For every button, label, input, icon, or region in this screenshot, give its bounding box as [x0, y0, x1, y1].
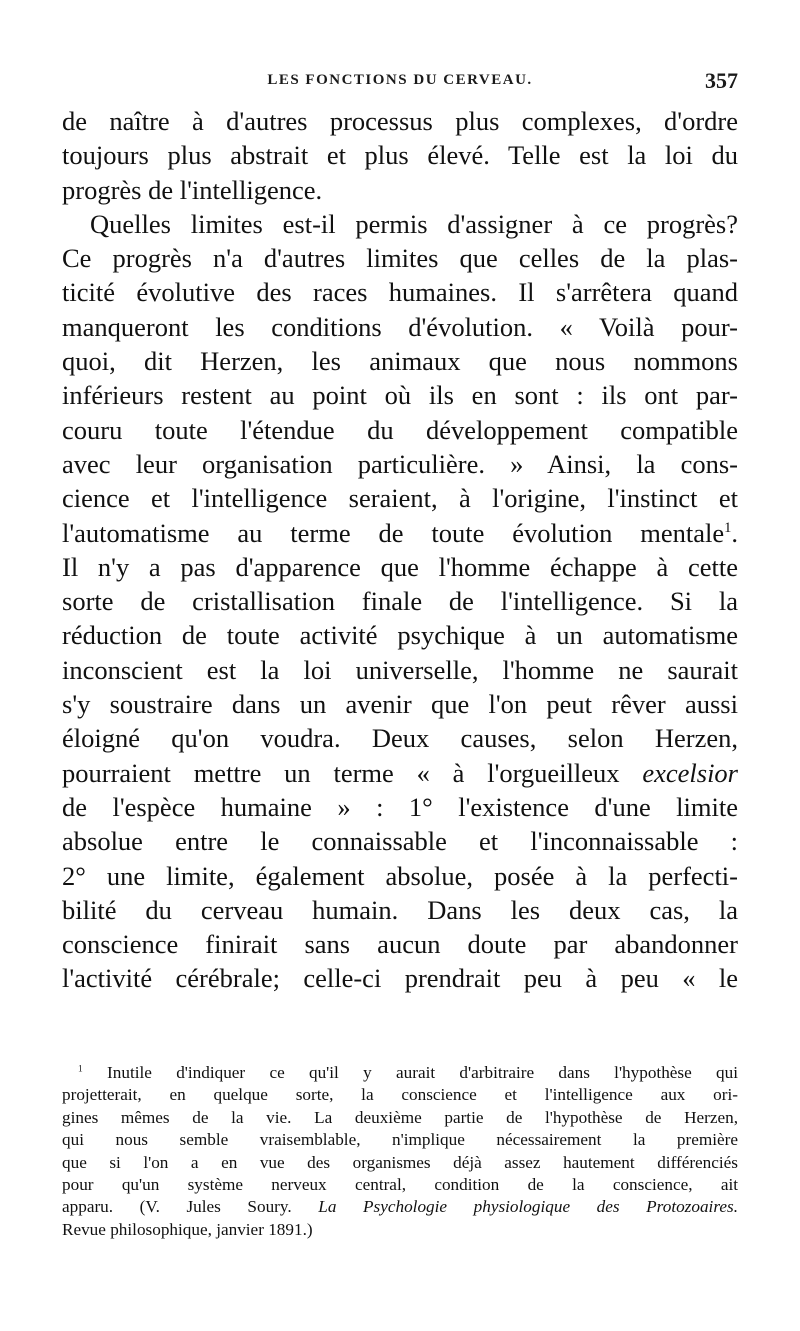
text-line: éloigné qu'on voudra. Deux causes, selon Herzen, — [62, 723, 738, 754]
text-line: de naître à d'autres processus plus complexes, d'ordre — [62, 106, 738, 136]
footnote-line: gines mêmes de la vie. La deuxième partie de l'hypothèse de Herzen, — [62, 1107, 738, 1127]
text-line: bilité du cerveau humain. Dans les deux cas, la — [62, 894, 738, 925]
footnote-marker: 1 — [78, 1064, 83, 1075]
footnote-line: que si l'on a en vue des organismes déjà assez hautement différenciés — [62, 1152, 738, 1172]
footnote-citation-line — [62, 1196, 738, 1218]
text-line: cience et l'intelligence seraient, à l'origine, l'instinct et — [62, 483, 738, 514]
text-line: avec leur organisation particulière. » Ainsi, la cons- — [62, 448, 738, 479]
footnote-line: pour qu'un système nerveux central, condition de la conscience, ait — [62, 1174, 738, 1194]
text-line: conscience finirait sans aucun doute par abandonner — [62, 929, 738, 960]
citation-title: La Psychologie physiologique des Protozoaires. — [318, 1197, 738, 1217]
page-number: 357 — [705, 68, 738, 93]
text-line: Il n'y a pas d'apparence que l'homme échappe à cette — [62, 551, 738, 582]
text-line: réduction de toute activité psychique à un automatisme — [62, 620, 738, 651]
text-line: progrès de l'intelligence. — [62, 174, 323, 205]
footnote-line-text: Inutile d'indiquer ce qu'il y aurait d'arbitraire dans l'hypothèse qui — [107, 1063, 739, 1082]
text-line: de l'espèce humaine » : 1° l'existence d'une limite — [62, 791, 738, 822]
text-line: couru toute l'étendue du développement compatible — [62, 414, 738, 445]
text-line-with-italic — [62, 756, 738, 790]
footnote-line: qui nous semble vraisemblable, n'implique nécessairement la première — [62, 1130, 738, 1150]
footnote-reference: 1 — [724, 519, 732, 536]
text-line-with-footnote-ref: l'automatisme au terme de toute évolution mentale$^1$. — [62, 517, 738, 548]
footnote-line: Revue philosophique, janvier 1891.) — [62, 1219, 313, 1239]
text-line: manqueront les conditions d'évolution. « Voilà pour- — [62, 311, 738, 342]
text-line-segment: l'automatisme au terme de toute évolution mentale — [62, 517, 725, 548]
footnote-line: projetterait, en quelque sorte, la conscience et l'intelligence aux ori- — [62, 1085, 738, 1105]
text-line: sorte de cristallisation finale de l'intelligence. Si la — [62, 586, 738, 617]
text-line: inconscient est la loi universelle, l'homme ne saurait — [62, 654, 738, 685]
text-line: Quelles limites est-il permis d'assigner à ce progrès? — [90, 208, 738, 239]
text-line: l'activité cérébrale; celle-ci prendrait peu à peu « le — [62, 963, 738, 994]
footnote — [62, 1062, 738, 1241]
italic-word: excelsior — [642, 757, 738, 788]
footnote-line — [62, 1062, 738, 1084]
text-line-segment: pourraient mettre un terme « à l'orgueilleux — [62, 757, 620, 788]
text-line: s'y soustraire dans un avenir que l'on peut rêver aussi — [62, 689, 738, 720]
text-line: inférieurs restent au point où ils en sont : ils ont par- — [62, 380, 738, 411]
text-line: absolue entre le connaissable et l'inconnaissable : — [62, 826, 738, 857]
citation-prefix: apparu. (V. Jules Soury. — [62, 1197, 292, 1217]
text-line: Ce progrès n'a d'autres limites que celles de la plas- — [62, 243, 738, 274]
body-text — [62, 104, 738, 996]
running-head-title: LES FONCTIONS DU CERVEAU. — [267, 72, 533, 88]
running-head — [60, 68, 740, 96]
text-line: 2° une limite, également absolue, posée à la perfecti- — [62, 860, 738, 891]
text-line: ticité évolutive des races humaines. Il s'arrêtera quand — [62, 277, 738, 308]
text-line: quoi, dit Herzen, les animaux que nous nommons — [62, 346, 738, 377]
text-line: toujours plus abstrait et plus élevé. Telle est la loi du — [62, 140, 738, 171]
